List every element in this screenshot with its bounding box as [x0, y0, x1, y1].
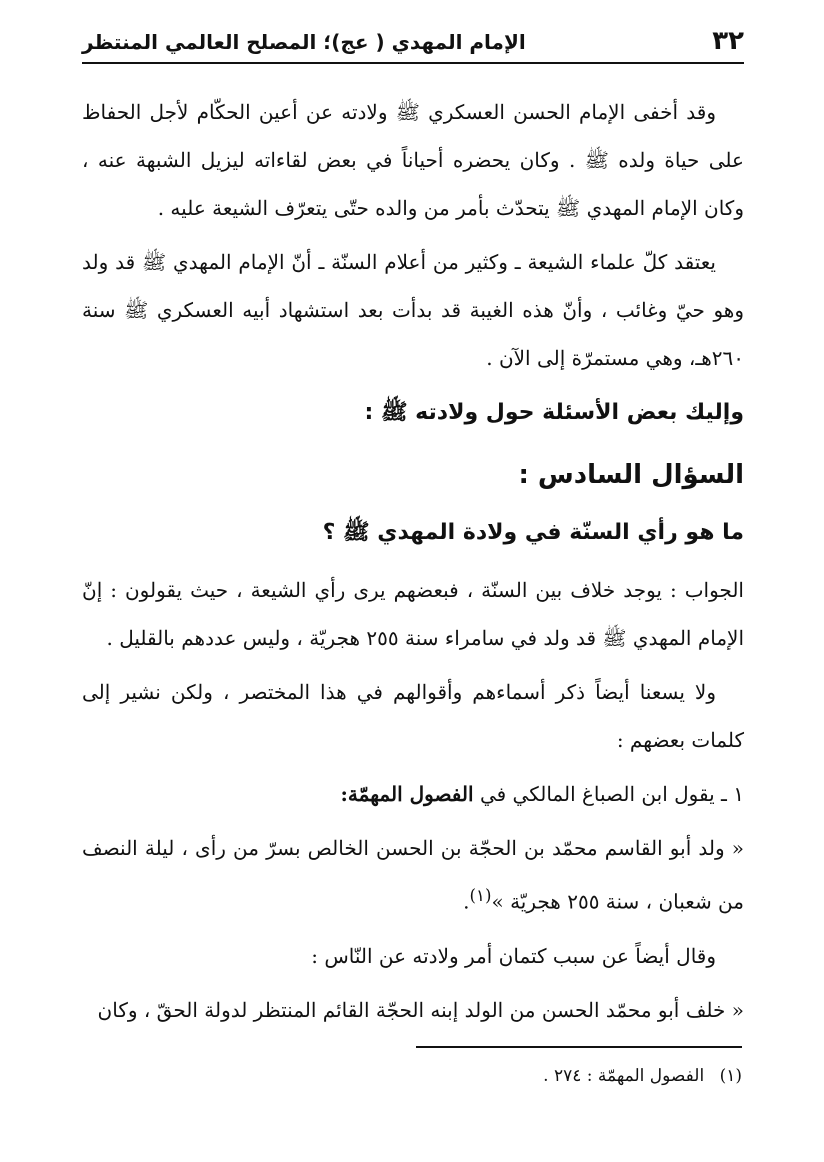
running-title: الإمام المهدي ( عج)؛ المصلح العالمي المنتظر [82, 30, 526, 54]
page-body [82, 88, 744, 1040]
footnote-reference: (١) [469, 886, 492, 905]
page-number: ٣٢ [712, 26, 744, 56]
quote-1 [82, 824, 744, 926]
paragraph-names: ولا يسعنا أيضاً ذكر أسماءهم وأقوالهم في هذا المختصر ، ولكن نشير إلى كلمات بعضهم : [82, 680, 744, 752]
paragraph-belief: يعتقد كلّ علماء الشيعة ـ وكثير من أعلام السنّة ـ أنّ الإمام المهدي ﷺ قد ولد وهو حيّ وغائب ، وأنّ هذه الغيبة قد بدأت بعد استشهاد أبيه العسكري ﷺ سنة ٢٦٠هـ، وهي مستمرّة إلى الآن . [82, 250, 744, 370]
book-title: الفصول المهمّة: [340, 782, 474, 806]
paragraph-concealment-reason: وقال أيضاً عن سبب كتمان أمر ولادته عن النّاس : [311, 943, 716, 968]
question-heading: ما هو رأي السنّة في ولادة المهدي ﷺ ؟ [322, 520, 744, 545]
quote-2: « خلف أبو محمّد الحسن من الولد إبنه الحجّة القائم المنتظر لدولة الحقّ ، وكان [97, 997, 744, 1022]
footnote-text: الفصول المهمّة : ٢٧٤ . [543, 1066, 705, 1086]
footnote-divider [416, 1046, 742, 1048]
intro-heading: وإليك بعض الأسئلة حول ولادته ﷺ : [364, 400, 744, 425]
page-header [82, 22, 744, 64]
section-title: السؤال السادس : [518, 460, 744, 490]
quote-1-text: « ولد أبو القاسم محمّد بن الحجّة بن الحسن الخالص بسرّ من رأى ، ليلة النصف من شعبان ، سنة ٢٥٥ هجريّة » [82, 836, 744, 914]
list-item-1-prefix: ١ ـ يقول ابن الصباغ المالكي في [479, 782, 744, 806]
list-item-1 [82, 770, 744, 818]
quote-1-end: . [463, 889, 470, 914]
footnote [543, 1066, 742, 1086]
answer-paragraph: الجواب : يوجد خلاف بين السنّة ، فبعضهم يرى رأي الشيعة ، حيث يقولون : إنّ الإمام المهدي ﷺ قد ولد في سامراء سنة ٢٥٥ هجريّة ، وليس عددهم بالقليل . [82, 578, 744, 650]
paragraph-concealment: وقد أخفى الإمام الحسن العسكري ﷺ ولادته عن أعين الحكّام لأجل الحفاظ على حياة ولده ﷺ . وكان يحضره أحياناً في بعض لقاءاته ليزيل الشبهة عنه ، وكان الإمام المهدي ﷺ يتحدّث بأمر من والده حتّى يتعرّف الشيعة عليه . [82, 100, 744, 220]
footnote-mark: (١) [719, 1066, 742, 1086]
